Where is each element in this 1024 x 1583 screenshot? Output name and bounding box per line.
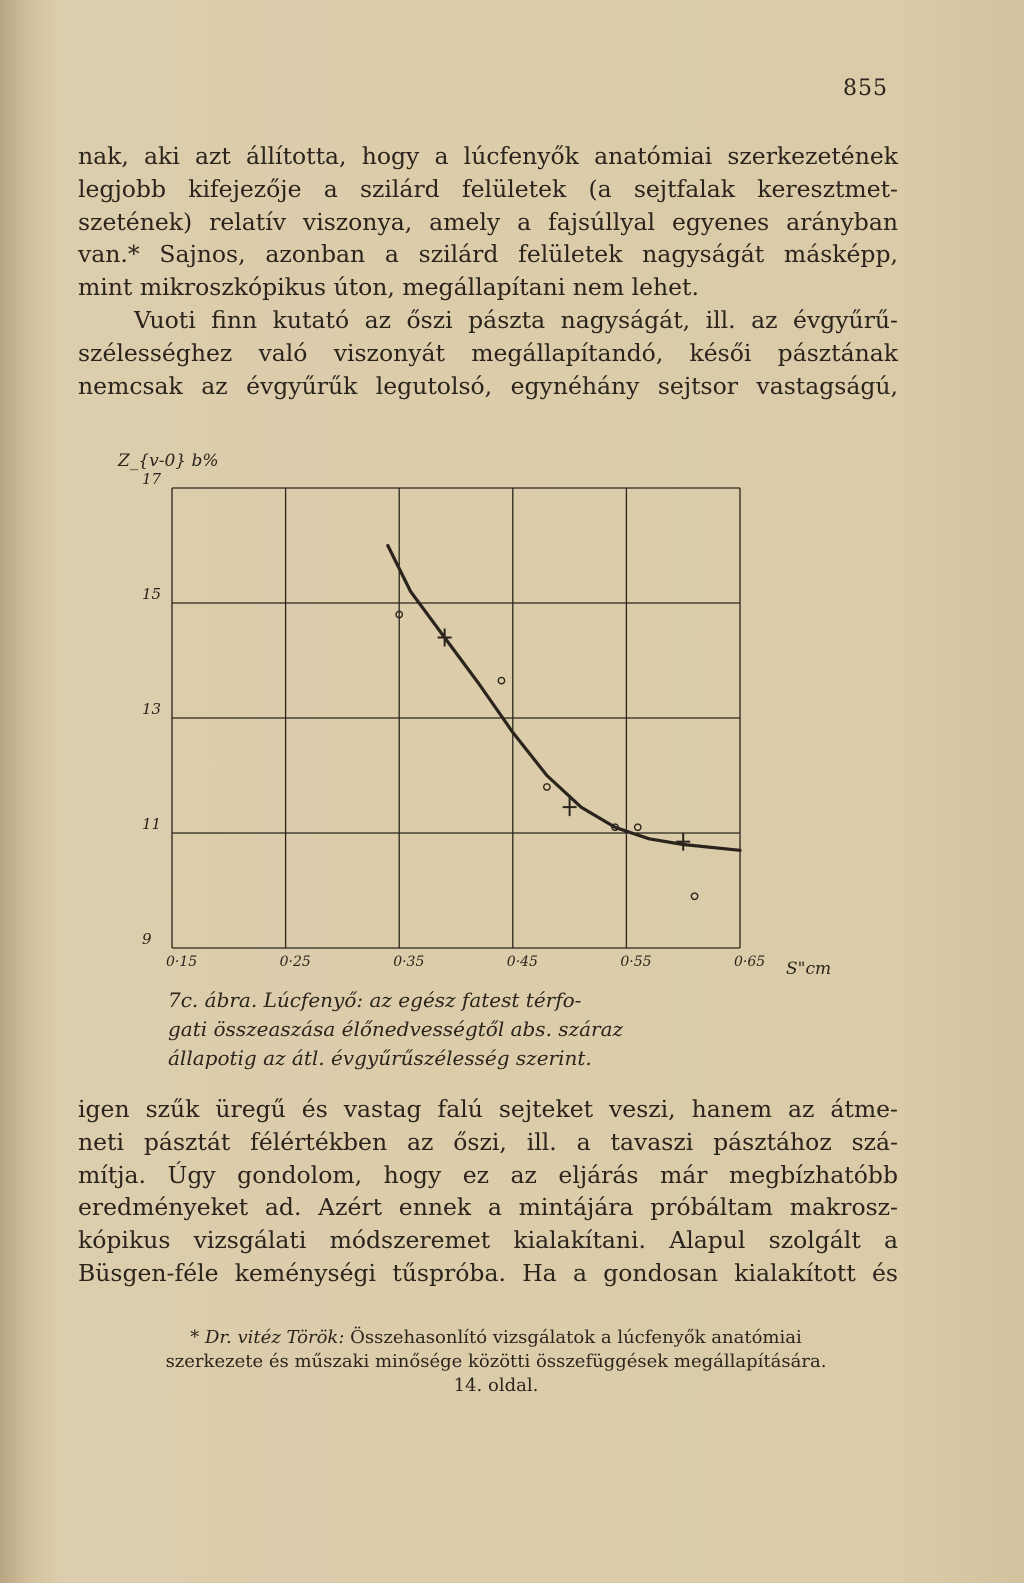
text-line: Büsgen-féle keménységi tűspróba. Ha a gondosan kialakított és [78,1258,898,1287]
text-line: Vuoti finn kutató az őszi pászta nagyságát, ill. az évgyűrű- [134,305,898,334]
footnote-line: 14. oldal. [453,1375,539,1396]
y-tick-label: 15 [142,585,162,603]
footnote [96,1326,896,1398]
y-tick-label: 13 [142,700,162,718]
text-line: szetének) relatív viszonya, amely a fajsúllyal egyenes arányban [78,207,898,236]
figure-caption [168,986,808,1073]
footnote-text: Összehasonlító vizsgálatok a lúcfenyők anatómiai [344,1327,802,1348]
caption-line: állapotig az átl. évgyűrűszélesség szerint. [168,1046,592,1070]
body-paragraph-top [78,140,898,402]
circle-marker [635,824,641,830]
text-line: legjobb kifejezője a szilárd felületek (a sejtfalak keresztmet- [78,174,898,203]
text-line: szélességhez való viszonyát megállapítandó, késői pásztának [78,338,898,367]
x-tick-label: 0·45 [506,954,538,970]
x-axis-label: S"cm [786,959,832,979]
caption-line: 7c. ábra. Lúcfenyő: az egész fatest térfo- [168,988,582,1012]
text-line: van.* Sajnos, azonban a szilárd felületek nagyságát másképp, [78,240,898,269]
x-tick-label: 0·55 [620,954,652,970]
circle-marker [498,677,504,683]
y-tick-label: 11 [142,815,162,833]
text-line: nemcsak az évgyűrűk legutolsó, egynéhány sejtsor vastagságú, [78,371,898,400]
text-line: igen szűk üregű és vastag falú sejteket veszi, hanem az átme- [78,1095,898,1123]
cross-marker [676,833,690,851]
footnote-line [96,1326,896,1350]
text-line: neti pásztát félértékben az őszi, ill. a tavaszi pásztához szá- [78,1127,898,1156]
y-tick-label: 17 [142,470,162,488]
x-tick-label: 0·15 [166,954,198,970]
curve-line [388,546,740,851]
footnote-author: Dr. vitéz Török: [205,1327,345,1348]
chart-grid [172,488,740,948]
body-paragraph-bottom [78,1093,898,1290]
y-tick-labels [142,470,162,948]
data-markers [396,611,698,899]
text-line: nak, aki azt állította, hogy a lúcfenyők anatómiai szerkezetének [78,142,898,170]
footnote-line: szerkezete és műszaki minősége közötti összefüggések megállapítására. [165,1351,827,1372]
figure-chart [100,440,900,1000]
text-line: mítja. Úgy gondolom, hogy ez az eljárás már megbízhatóbb [78,1160,898,1189]
text-line: kópikus vizsgálati módszeremet kialakítani. Alapul szolgált a [78,1226,898,1255]
x-tick-label: 0·35 [393,954,425,970]
x-tick-labels [166,954,765,970]
x-tick-label: 0·65 [734,954,766,970]
y-axis-label: Z_{v-0} b% [118,451,219,471]
page-number: 855 [843,76,888,101]
circle-marker [544,784,550,790]
y-tick-label: 9 [142,930,152,948]
fit-curve [388,546,740,851]
caption-line: gati összeaszása élőnedvességtől abs. száraz [168,1017,624,1041]
text-line: eredményeket ad. Azért ennek a mintájára próbáltam makrosz- [78,1193,898,1222]
circle-marker [691,893,697,899]
text-line: mint mikroszkópikus úton, megállapítani nem lehet. [78,273,699,302]
x-tick-label: 0·25 [279,954,311,970]
footnote-marker: * [190,1327,205,1348]
